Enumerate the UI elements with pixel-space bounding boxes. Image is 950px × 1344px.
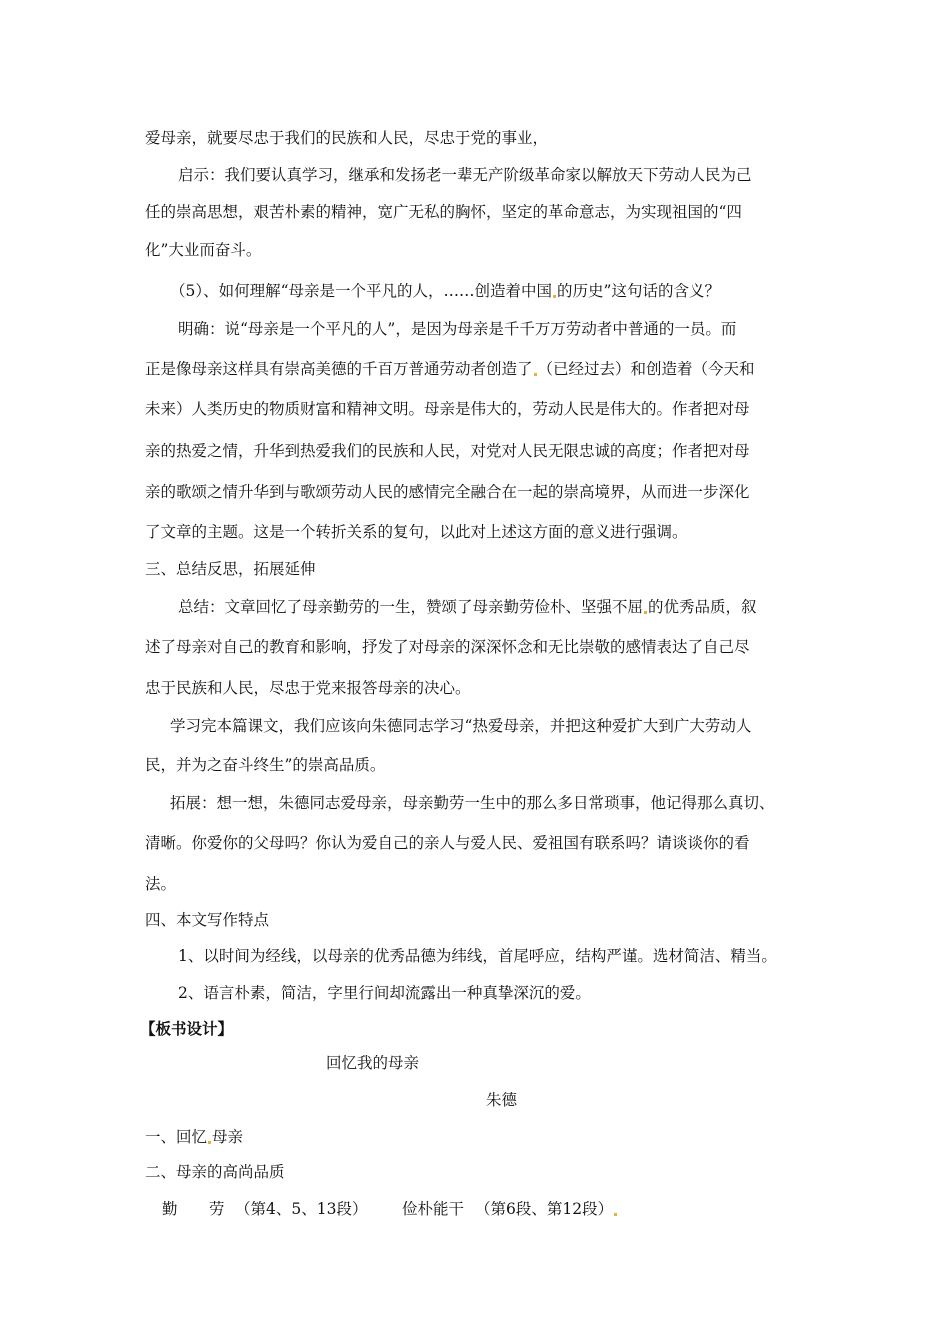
board-item-1-part-1: 一、回忆	[145, 1128, 208, 1146]
answer-line-2	[145, 359, 755, 379]
answer-line-5: 亲的歌颂之情升华到与歌颂劳动人民的感情完全融合在一起的崇高境界，从而进一步深化	[145, 483, 750, 501]
board-item-1	[145, 1127, 243, 1147]
section-4-point-1: 1、以时间为经线，以母亲的优秀品德为纬线，首尾呼应，结构严谨。选材简洁、精当。	[178, 947, 777, 965]
emphasis-dot-icon	[644, 611, 647, 614]
board-row-paragraphs-2-text: （第6段、第12段）	[475, 1200, 614, 1218]
board-row-qin: 勤	[162, 1200, 178, 1218]
extend-line-2: 清晰。你爱你的父母吗？你认为爱自己的亲人与爱人民、爱祖国有联系吗？请谈谈你的看	[145, 834, 750, 852]
summary-line-1-part-1: 总结：文章回忆了母亲勤劳的一生，赞颂了母亲勤劳俭朴、坚强不屈	[178, 598, 644, 616]
extend-line-1: 拓展：想一想，朱德同志爱母亲，母亲勤劳一生中的那么多日常琐事，他记得那么真切、	[170, 794, 775, 812]
question-5-part-1: （5）、如何理解“母亲是一个平凡的人，……创造着中国	[170, 282, 553, 300]
answer-line-1: 明确：说“母亲是一个平凡的人”，是因为母亲是千千万万劳动者中普通的一员。而	[178, 320, 737, 338]
para-2-line-2: 任的崇高思想，艰苦朴素的精神，宽广无私的胸怀，坚定的革命意志，为实现祖国的“四	[145, 203, 742, 221]
board-row-frugal: 俭朴能干	[402, 1200, 465, 1218]
study-line-2: 民，并为之奋斗终生”的崇高品质。	[145, 756, 386, 774]
para-2-line-1: 启示：我们要认真学习，继承和发扬老一辈无产阶级革命家以解放天下劳动人民为己	[178, 166, 752, 184]
board-row-paragraphs-1: （第4、5、13段）	[235, 1200, 368, 1218]
answer-line-3: 未来）人类历史的物质财富和精神文明。母亲是伟大的，劳动人民是伟大的。作者把对母	[145, 400, 750, 418]
question-5-part-2: 的历史”这句话的含义？	[557, 282, 720, 300]
summary-line-3: 忠于民族和人民，尽忠于党来报答母亲的决心。	[145, 679, 471, 697]
answer-line-6: 了文章的主题。这是一个转折关系的复句，以此对上述这方面的意义进行强调。	[145, 523, 688, 541]
board-row-lao: 劳	[209, 1200, 225, 1218]
board-item-1-part-2: 母亲	[212, 1128, 244, 1146]
summary-line-1-part-2: 的优秀品质，叙	[648, 598, 757, 616]
question-5	[170, 281, 720, 301]
study-line-1: 学习完本篇课文，我们应该向朱德同志学习“热爱母亲，并把这种爱扩大到广大劳动人	[170, 717, 752, 735]
para-1-line-1: 爱母亲，就要尽忠于我们的民族和人民，尽忠于党的事业，	[145, 129, 549, 147]
board-heading: 【板书设计】	[140, 1019, 234, 1038]
para-2-line-3: 化”大业而奋斗。	[145, 241, 262, 259]
emphasis-dot-icon	[614, 1213, 617, 1216]
section-3-heading: 三、总结反思，拓展延伸	[145, 560, 316, 578]
answer-line-2-part-2: （已经过去）和创造着（今天和	[537, 360, 755, 378]
answer-line-2-part-1: 正是像母亲这样具有崇高美德的千百万普通劳动者创造了	[145, 360, 533, 378]
emphasis-dot-icon	[208, 1141, 211, 1144]
board-author: 朱德	[486, 1091, 518, 1109]
emphasis-dot-icon	[534, 373, 537, 376]
summary-line-2: 述了母亲对自己的教育和影响，抒发了对母亲的深深怀念和无比崇敬的感情表达了自己尽	[145, 638, 750, 656]
board-title: 回忆我的母亲	[326, 1054, 420, 1072]
section-4-heading: 四、本文写作特点	[145, 911, 270, 929]
section-4-point-2: 2、语言朴素，简洁，字里行间却流露出一种真挚深沉的爱。	[178, 984, 591, 1002]
summary-line-1	[178, 597, 757, 617]
board-item-2: 二、母亲的高尚品质	[145, 1163, 285, 1181]
emphasis-dot-icon	[553, 295, 556, 298]
answer-line-4: 亲的热爱之情，升华到热爱我们的民族和人民，对党对人民无限忠诚的高度；作者把对母	[145, 442, 750, 460]
extend-line-3: 法。	[145, 875, 177, 893]
board-row-paragraphs-2	[475, 1199, 618, 1219]
